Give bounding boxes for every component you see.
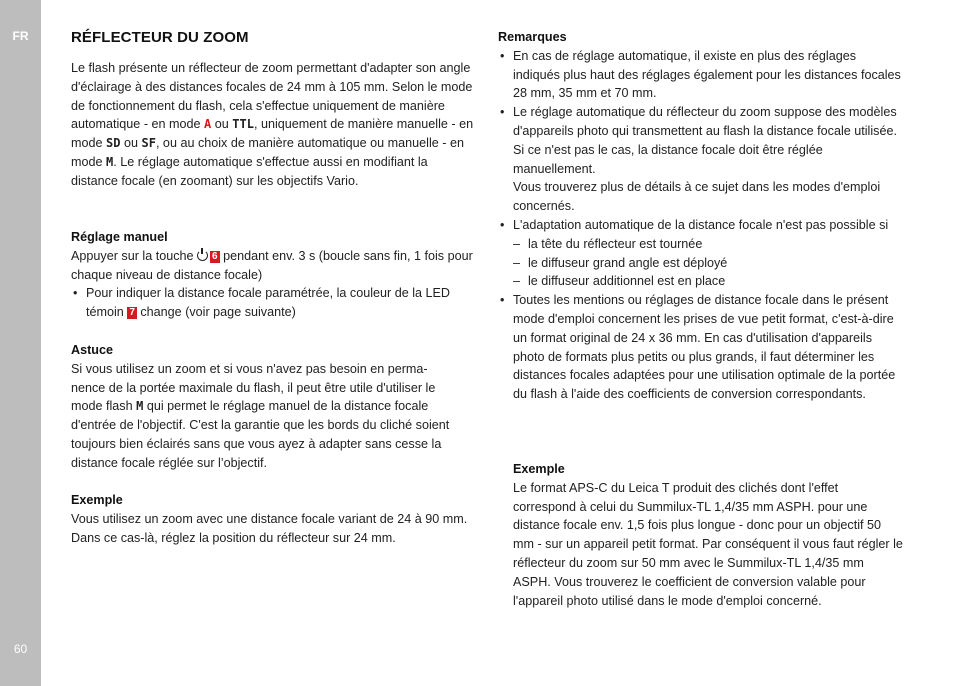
intro-text: ou (120, 136, 142, 151)
example-right-section (513, 460, 903, 610)
remark-text: L'adaptation automatique de la distance focale n'est pas possible si (513, 217, 889, 232)
intro-text: , ou au choix de manière automatique ou manuelle - en mode (71, 136, 464, 169)
section-title: RÉFLECTEUR DU ZOOM (71, 29, 249, 46)
manual-bullets (71, 284, 476, 322)
tip-text-part: Si vous utilisez un zoom et si vous n'avez pas besoin en perma-nence de la portée maximale du flash, il peut être utile d'utiliser le mode flash (71, 361, 436, 414)
mode-sf-label: SF (141, 136, 156, 151)
page-sidebar (0, 0, 41, 686)
manual-text-part: Appuyer sur la touche (71, 248, 198, 263)
example-heading: Exemple (513, 462, 565, 476)
reference-badge: 7 (129, 307, 135, 319)
page-number: 60 (13, 642, 28, 656)
remarks-heading: Remarques (498, 30, 567, 44)
intro-text: . Le réglage automatique s'effectue aussi en modifiant la distance focale (en zoomant) sur les objectifs Vario. (71, 154, 428, 188)
tip-text (71, 360, 461, 473)
mode-ttl-label: TTL (232, 117, 254, 132)
remarks-section (498, 28, 903, 404)
language-tab: FR (12, 29, 29, 43)
manual-text (71, 247, 476, 285)
bullet-text: Pour indiquer la distance focale paramétrée, la couleur de la LED témoin (86, 286, 451, 320)
example-heading: Exemple (71, 493, 123, 507)
list-item: – la tête du réflecteur est tournée (513, 235, 903, 254)
mode-m-label: M (106, 154, 114, 169)
tip-heading: Astuce (71, 343, 113, 357)
power-icon (197, 250, 208, 261)
list-item: – le diffuseur additionnel est en place (513, 272, 903, 291)
list-item (498, 103, 903, 216)
reference-badge: 6 (212, 250, 218, 262)
list-item: • En cas de réglage automatique, il existe en plus des réglages indiqués plus haut des réglages également pour les distances focales 28 mm, 35 mm et 70 mm. (498, 47, 903, 103)
mode-sd-label: SD (106, 136, 121, 151)
tip-section (71, 341, 461, 473)
mode-m-label: M (136, 399, 144, 414)
example-text: Vous utilisez un zoom avec une distance focale variant de 24 à 90 mm. Dans ce cas-là, réglez la position du réflecteur sur 24 mm. (71, 511, 468, 545)
remarks-list (498, 47, 903, 404)
list-item: • Toutes les mentions ou réglages de distance focale dans le présent mode d'emploi concernent les prises de vue petit format, c'est-à-dire un format original de 24 x 36 mm. En cas d'utilisation d'appareils photo de formats plus petits ou plus grands, il faut déterminer les distances focales adaptées pour une utilisation optimale de la portée du flash à l'aide des coefficients de conversion correspondants. (498, 291, 903, 404)
list-item (498, 216, 903, 291)
example-left-section (71, 491, 471, 547)
sub-list (513, 235, 903, 291)
remark-text: Vous trouverez plus de détails à ce sujet dans les modes d'emploi concernés. (513, 180, 881, 214)
bullet-text: change (voir page suivante) (136, 305, 296, 320)
intro-text: ou (211, 117, 233, 132)
intro-paragraph (71, 59, 476, 191)
manual-section (71, 228, 476, 322)
remark-text: Le réglage automatique du réflecteur du zoom suppose des modèles d'appareils photo qui transmettent au flash la distance focale utilisée. Si ce n'est pas le cas, la distance focale doit être réglée manuellement. (513, 105, 897, 176)
example-text: Le format APS-C du Leica T produit des clichés dont l'effet correspond à celui du Summilux-TL 1,4/35 mm ASPH. pour une distance focale env. 1,5 fois plus longue - donc pour un objectif 50 mm - sur un appareil petit format. Par conséquent il vous faut régler le réflecteur du zoom sur 50 mm avec le Summilux-TL 1,4/35 mm ASPH. Vous trouverez le coefficient de conversion valable pour l'appareil photo utilisé dans le mode d'emploi concerné. (513, 480, 903, 608)
mode-a-label: A (204, 117, 212, 132)
tip-text-part: qui permet le réglage manuel de la distance focale d'entrée de l'objectif. C'est la garantie que les bords du cliché soient toujours bien éclairés sans que vous ayez à adapter sans cesse la distance focale réglée sur l’objectif. (71, 399, 450, 470)
list-item: – le diffuseur grand angle est déployé (513, 254, 903, 273)
manual-heading: Réglage manuel (71, 230, 168, 244)
intro-text: , uniquement de manière manuelle - en mode (71, 117, 474, 151)
manual-text-part: pendant env. 3 s (boucle sans fin, 1 fois pour chaque niveau de distance focale) (71, 248, 473, 282)
list-item (71, 284, 476, 322)
intro-text: Le flash présente un réflecteur de zoom permettant d'adapter son angle d'éclairage à des distances focales de 24 mm à 105 mm. Selon le mode de fonctionnement du flash, cela s'effectue uniquement de manière automatique - en mode (71, 61, 473, 132)
